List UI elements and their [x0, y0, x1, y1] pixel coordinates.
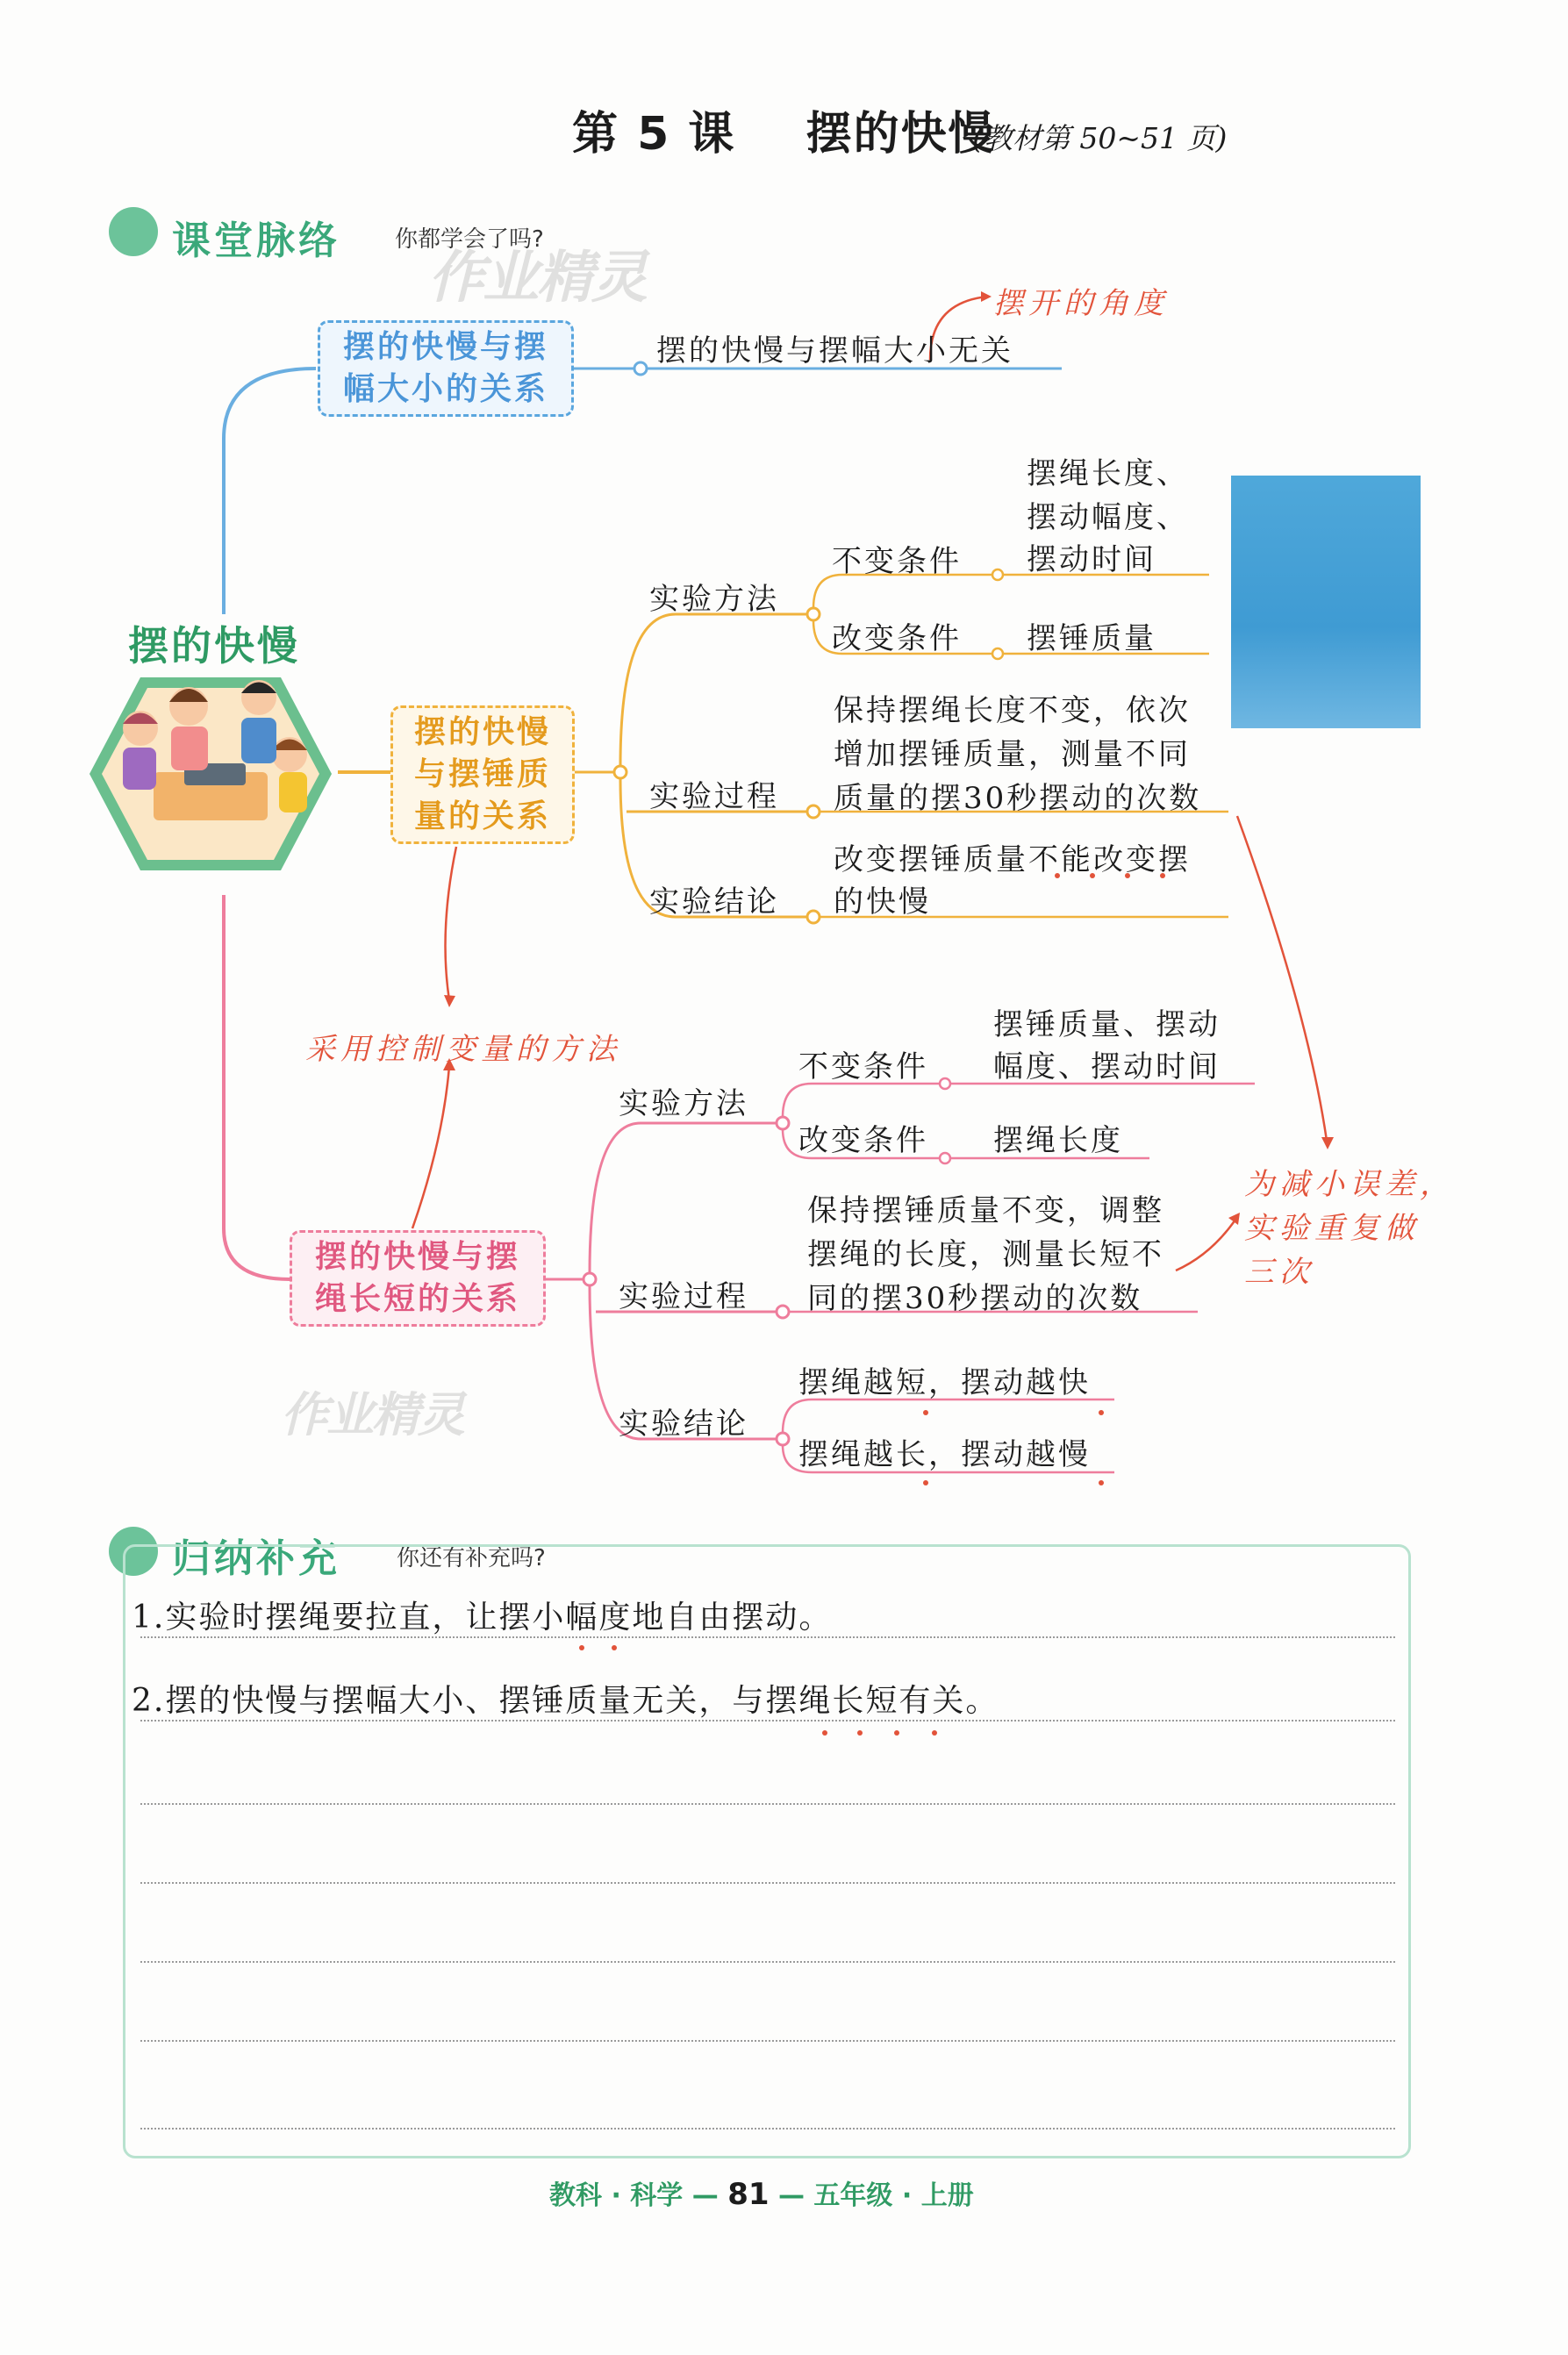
- page-footer: [549, 2173, 974, 2212]
- section-summary-title: 归纳补充: [172, 1536, 340, 1581]
- writing-line: [140, 1636, 1395, 1638]
- length-changed-label: 改变条件: [798, 1123, 928, 1158]
- lesson-title: [572, 97, 996, 162]
- length-process-label: 实验过程: [619, 1279, 748, 1314]
- mass-conclusion-label: 实验结论: [649, 884, 779, 920]
- branch-amplitude-box: [318, 320, 574, 417]
- branch-amplitude-label: 摆的快慢与摆: [342, 329, 548, 365]
- writing-line: [140, 1720, 1395, 1722]
- control-variable-note: 采用控制变量的方法: [305, 1032, 621, 1067]
- writing-line: [140, 1803, 1395, 1805]
- amplitude-annotation: 摆开的角度: [993, 286, 1169, 321]
- footer-grade: — 五年级 · 上册: [777, 2180, 974, 2211]
- branch-mass-label: 与摆锤质: [413, 756, 551, 792]
- mass-method-label: 实验方法: [649, 582, 779, 617]
- section-summary-subtitle: 你还有补充吗?: [397, 1545, 546, 1571]
- error-note: 为减小误差，: [1244, 1167, 1455, 1202]
- mass-constant-label: 不变条件: [832, 544, 962, 579]
- length-process-text: 摆绳的长度，测量长短不: [807, 1237, 1164, 1272]
- mass-conclusion-text: 的快慢: [834, 884, 931, 920]
- error-note: 三次: [1244, 1255, 1314, 1290]
- section-map-subtitle: 你都学会了吗?: [395, 226, 544, 253]
- mass-constant-value: 摆动幅度、: [1027, 500, 1189, 535]
- length-conclusion-text: 摆绳越长，摆动越慢: [798, 1437, 1091, 1472]
- writing-line: [140, 2040, 1395, 2042]
- watermark: 作业精灵: [428, 246, 646, 311]
- footer-subject: 教科 · 科学 —: [549, 2180, 719, 2211]
- mass-conclusion-text: 改变摆锤质量不能改变摆: [834, 842, 1191, 877]
- branch-length-label: 摆的快慢与摆: [314, 1239, 520, 1275]
- mass-process-text: 质量的摆30秒摆动的次数: [834, 781, 1202, 816]
- textbook-page-ref: (教材第 50~51 页): [972, 121, 1228, 155]
- mass-constant-value: 摆绳长度、: [1027, 456, 1189, 491]
- branch-mass-label: 量的关系: [413, 798, 551, 834]
- pendulum-photo: [1231, 476, 1421, 728]
- watermark: 作业精灵: [281, 1387, 463, 1442]
- mass-changed-value: 摆锤质量: [1027, 621, 1156, 656]
- length-conclusion-label: 实验结论: [619, 1407, 748, 1442]
- mass-process-label: 实验过程: [649, 779, 779, 814]
- branch-length-box: [290, 1230, 546, 1327]
- network-icon: [109, 207, 158, 256]
- page-number: 81: [727, 2177, 770, 2212]
- amplitude-conclusion: 摆的快慢与摆幅大小无关: [656, 333, 1013, 369]
- mass-process-text: 保持摆绳长度不变，依次: [834, 693, 1191, 728]
- length-constant-label: 不变条件: [798, 1049, 928, 1084]
- length-changed-value: 摆绳长度: [993, 1123, 1123, 1158]
- length-constant-value: 摆锤质量、摆动: [993, 1007, 1221, 1042]
- summary-item: 1.实验时摆绳要拉直，让摆小幅度地自由摆动。: [132, 1600, 833, 1636]
- length-conclusion-text: 摆绳越短，摆动越快: [798, 1365, 1091, 1400]
- writing-line: [140, 1961, 1395, 1963]
- error-note: 实验重复做: [1244, 1211, 1420, 1246]
- branch-mass-box: [390, 705, 575, 844]
- branch-length-label: 绳长短的关系: [314, 1281, 520, 1317]
- writing-line: [140, 1882, 1395, 1884]
- length-process-text: 同的摆30秒摆动的次数: [807, 1281, 1143, 1316]
- branch-mass-label: 摆的快慢: [413, 714, 551, 750]
- mass-constant-value: 摆动时间: [1027, 542, 1156, 577]
- mass-process-text: 增加摆锤质量，测量不同: [834, 737, 1191, 772]
- section-map-title: 课堂脉络: [172, 218, 340, 263]
- length-constant-value: 幅度、摆动时间: [993, 1049, 1221, 1084]
- writing-line: [140, 2128, 1395, 2130]
- length-process-text: 保持摆锤质量不变，调整: [807, 1193, 1164, 1228]
- mass-changed-label: 改变条件: [832, 621, 962, 656]
- length-method-label: 实验方法: [619, 1086, 748, 1121]
- branch-amplitude-label: 幅大小的关系: [342, 371, 548, 407]
- mindmap-center-title: 摆的快慢: [128, 622, 300, 669]
- lesson-name: 摆的快慢: [805, 108, 996, 161]
- summary-item: 2.摆的快慢与摆幅大小、摆锤质量无关，与摆绳长短有关。: [132, 1683, 999, 1719]
- lesson-number: 第 5 课: [572, 108, 736, 161]
